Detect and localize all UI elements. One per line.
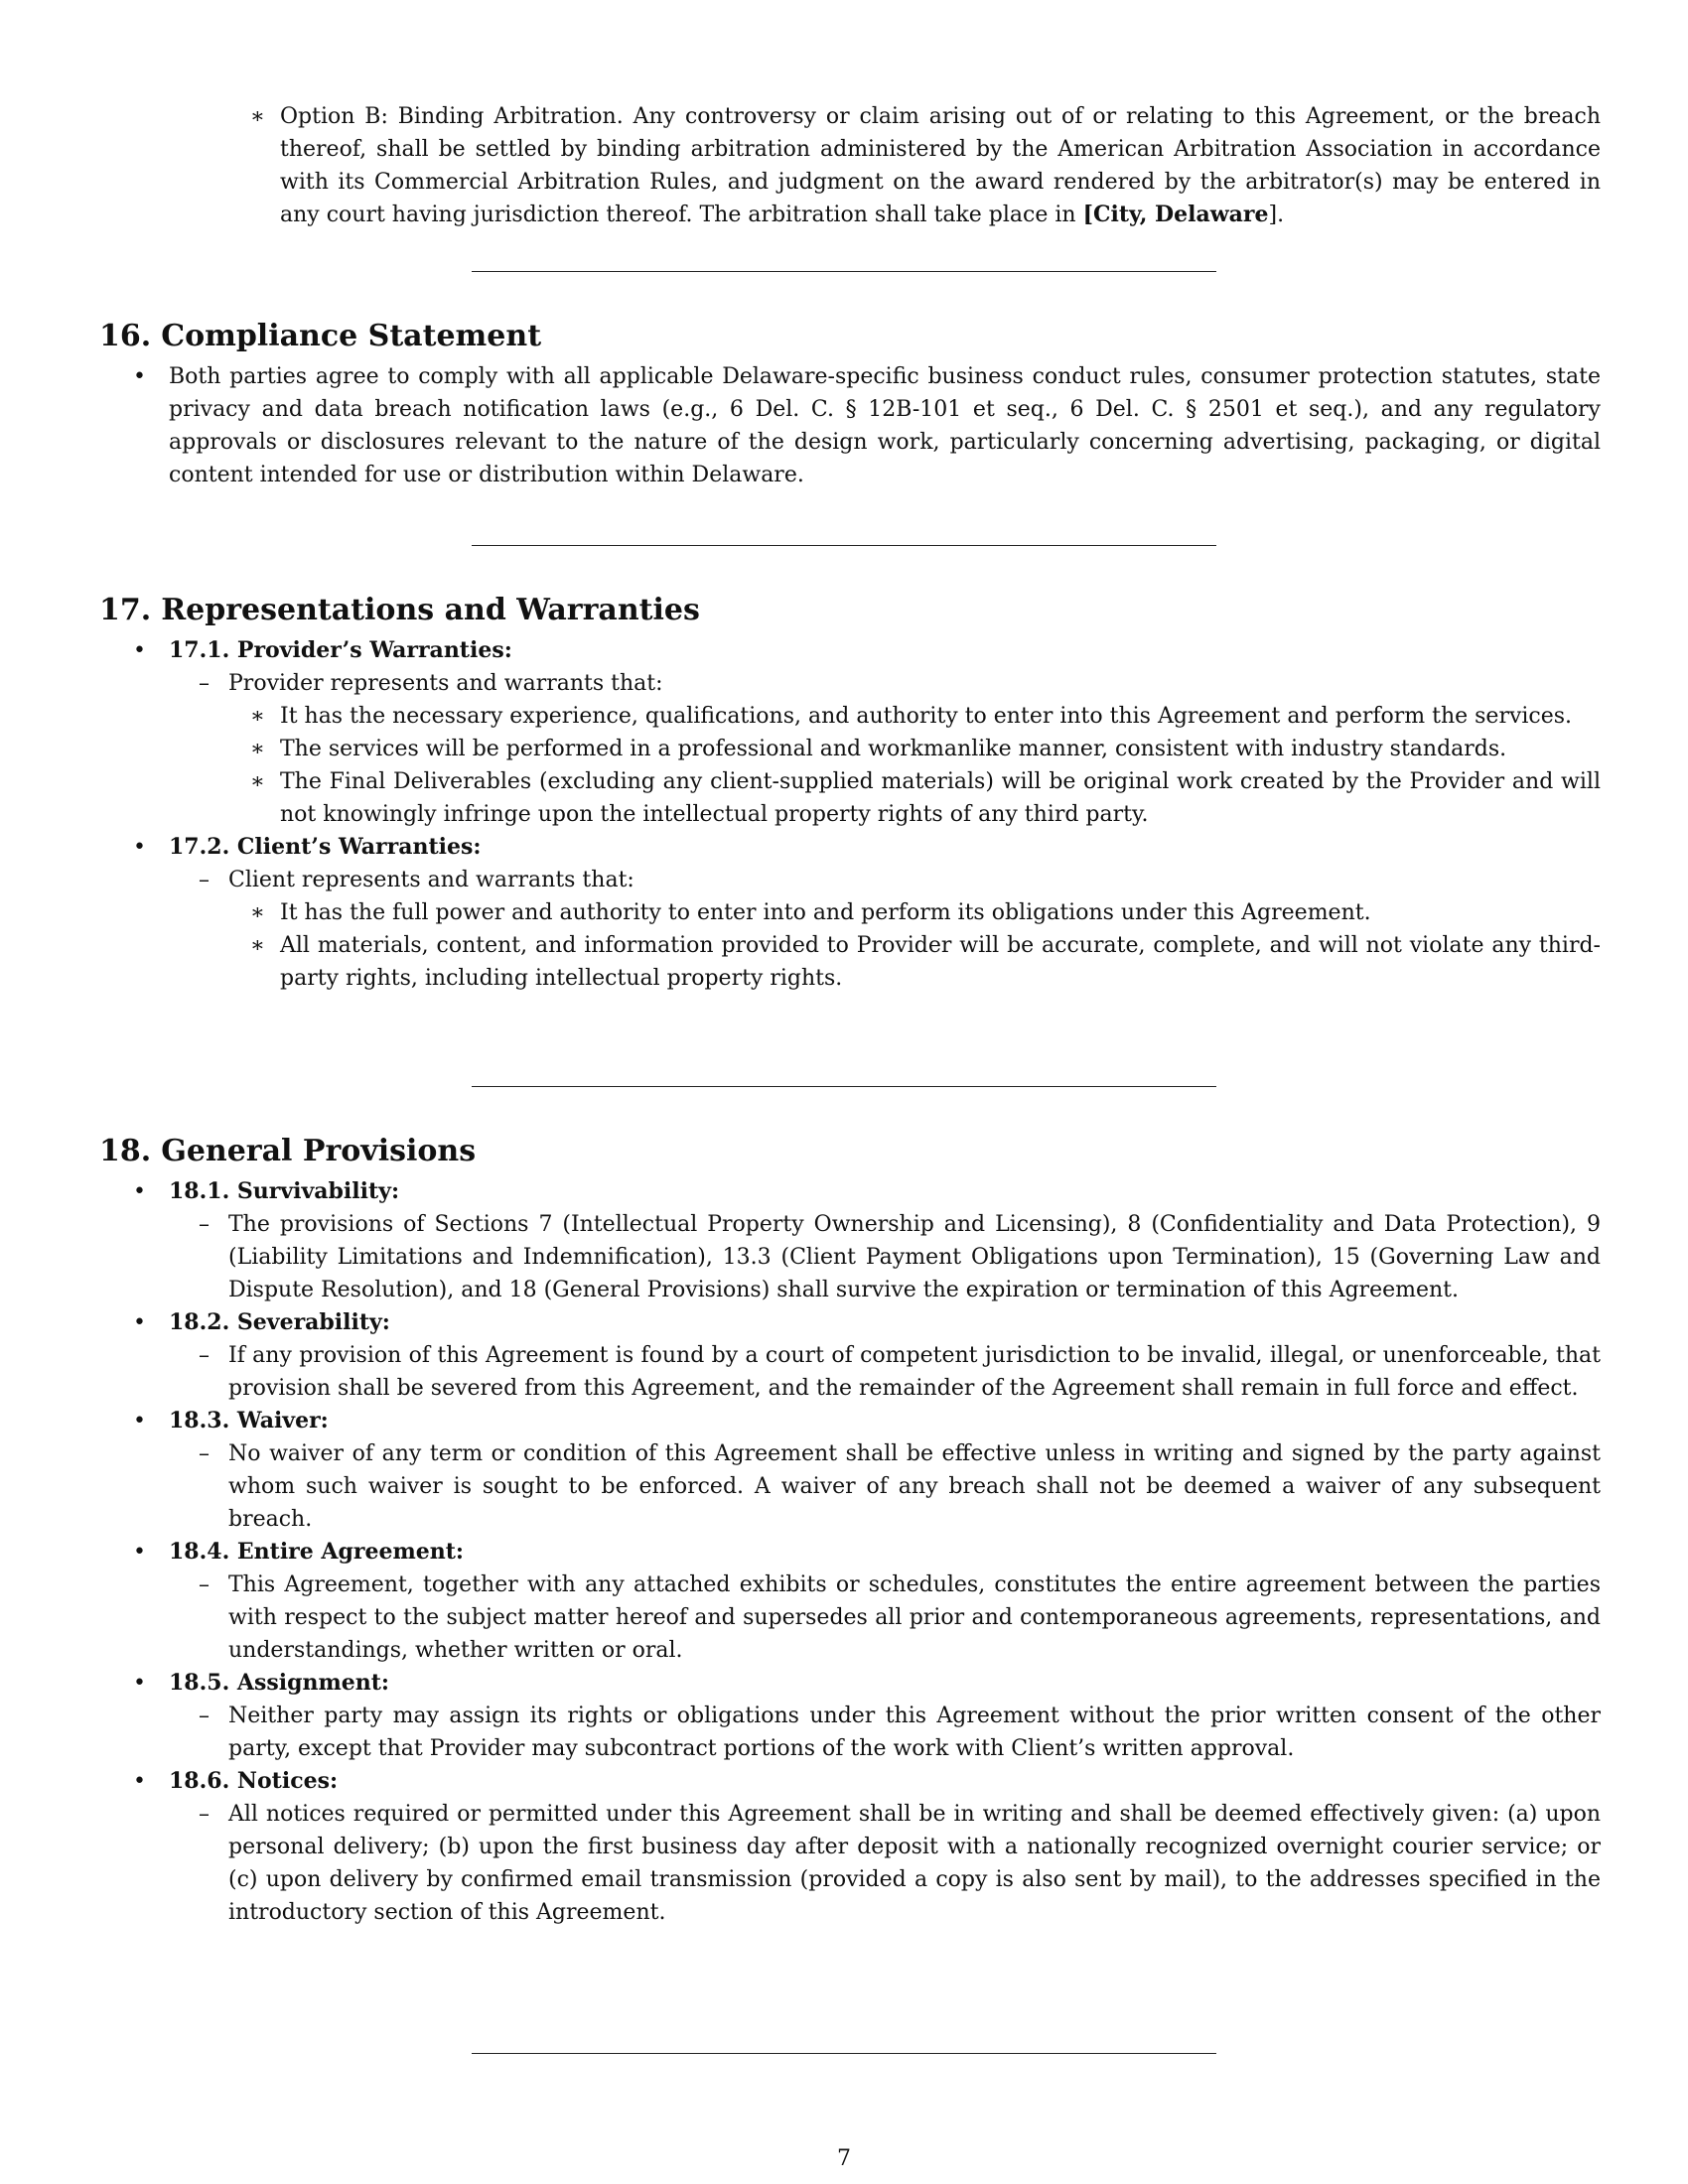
list-item [99,896,1601,929]
bracket-close: ]. [1268,203,1285,227]
subsection-heading: 18.1. Survivability: [169,1178,400,1204]
list-item [99,929,1601,995]
list-item [99,667,1601,700]
entire-agreement [99,1536,1601,1667]
bullet-icon: • [133,1540,146,1565]
section-number: 17. [99,593,152,627]
page-number: 7 [837,2146,851,2171]
dash-bullet-icon: – [199,1343,210,1368]
client-warranties [99,831,1601,995]
section-16 [99,317,1601,491]
asterisk-bullet-icon: ∗ [250,933,265,958]
section-divider [472,2053,1216,2054]
list-item [99,1339,1601,1405]
dash-bullet-icon: – [199,1572,210,1597]
provision-text: If any provision of this Agreement is found by a court of competent jurisdiction to be invalid, illegal, or unenforceable, that provision shall be severed from this Agreement, and the remainder of the Agreement shall remain in full force and effect. [228,1343,1601,1401]
warranty-point: The Final Deliverables (excluding any client-supplied materials) will be original work created by the Provider and will not knowingly infringe upon the intellectual property rights of any third party. [280,769,1601,827]
list-item [99,1569,1601,1667]
arbitration-place: City, Delaware [1093,202,1269,227]
warranty-lead: Client represents and warrants that: [228,868,634,892]
list-item [99,1208,1601,1306]
section-heading: General Provisions [161,1134,477,1168]
provision-text: No waiver of any term or condition of this Agreement shall be effective unless in writing and signed by the party against whom such waiver is sought to be enforced. A waiver of any breach shall not be deemed a waiver of any subsequent breach. [228,1441,1601,1532]
survivability [99,1175,1601,1306]
list-item [99,1798,1601,1929]
bullet-icon: • [133,1310,146,1335]
section-heading: Compliance Statement [161,319,542,353]
section-18 [99,1132,1601,1929]
warranty-point: It has the full power and authority to enter into and perform its obligations under this Agreement. [280,900,1371,925]
subsection-heading: 18.4. Entire Agreement: [169,1539,465,1565]
subsection-heading: 18.6. Notices: [169,1768,339,1794]
list-item [99,765,1601,831]
list-item [99,864,1601,896]
bullet-icon: • [133,364,146,389]
dash-bullet-icon: – [199,1441,210,1466]
section-divider [472,545,1216,546]
subsection-heading: 18.3. Waiver: [169,1408,329,1433]
list-item [99,733,1601,765]
dash-bullet-icon: – [199,1212,210,1237]
section-title [99,591,1601,630]
bullet-icon: • [133,1409,146,1433]
asterisk-bullet-icon: ∗ [250,900,265,925]
dash-bullet-icon: – [199,1802,210,1827]
provision-text: All notices required or permitted under this Agreement shall be in writing and shall be deemed effectively given: (a) upon personal delivery; (b) upon the first business day after deposit with a nationally recognized overnight courier service; or (c) upon delivery by confirmed email transmission (provided a copy is also sent by mail), to the addresses specified in the introductory section of this Agreement. [228,1802,1601,1925]
warranty-point: The services will be performed in a professional and workmanlike manner, consistent with industry standards. [280,737,1507,761]
section-title [99,317,1601,356]
assignment [99,1667,1601,1765]
section-17 [99,591,1601,995]
bullet-icon: • [133,1769,146,1794]
provision-text: This Agreement, together with any attached exhibits or schedules, constitutes the entire agreement between the parties with respect to the subject matter hereof and supersedes all prior and contemporaneous agreements, representations, and understandings, whether written or oral. [228,1572,1601,1663]
list-item [99,1437,1601,1536]
section-divider [472,1086,1216,1087]
option-b-text: Option B: Binding Arbitration. Any controversy or claim arising out of or relating to this Agreement, or the breach thereof, shall be settled by binding arbitration administered by the American Arbitration Association in accordance with its Commercial Arbitration Rules, and judgment on the award rendered by the arbitrator(s) may be entered in any court having jurisdiction thereof. The arbitration shall take place in [280,104,1601,227]
section-heading: Representations and Warranties [161,593,700,627]
waiver [99,1405,1601,1536]
provision-text: Neither party may assign its rights or obligations under this Agreement without the prior written consent of the other party, except that Provider may subcontract portions of the work with Client’s written approval. [228,1704,1601,1761]
subsection-heading: 18.5. Assignment: [169,1670,390,1696]
dash-bullet-icon: – [199,868,210,892]
asterisk-bullet-icon: ∗ [250,737,265,761]
subsection-heading: 18.2. Severability: [169,1309,390,1335]
list-item [99,700,1601,733]
bullet-icon: • [133,638,146,663]
asterisk-bullet-icon: ∗ [250,769,265,794]
bracket-open: [ [1082,202,1093,227]
compliance-text: Both parties agree to comply with all applicable Delaware-specific business conduct rules, consumer protection statutes, state privacy and data breach notification laws (e.g., 6 Del. C. § 12B-101 et seq., 6 Del. C. § 2501 et seq.), and any regulatory approvals or disclosures relevant to the nature of the design work, particularly concerning advertising, packaging, or digital content intended for use or distribution within Delaware. [169,364,1601,487]
list-item [99,360,1601,491]
provider-warranties [99,634,1601,831]
subsection-heading: 17.1. Provider’s Warranties: [169,637,512,663]
arbitration-option-b [250,100,1601,231]
section-divider [472,271,1216,272]
bullet-icon: • [133,835,146,860]
section-number: 16. [99,319,152,353]
bullet-icon: • [133,1671,146,1696]
warranty-lead: Provider represents and warrants that: [228,671,663,696]
list-item [99,1700,1601,1765]
warranty-point: All materials, content, and information provided to Provider will be accurate, complete, and will not violate any third-party rights, including intellectual property rights. [280,933,1601,991]
severability [99,1306,1601,1405]
asterisk-bullet-icon: ∗ [250,104,265,129]
notices [99,1765,1601,1929]
provision-text: The provisions of Sections 7 (Intellectual Property Ownership and Licensing), 8 (Confidentiality and Data Protection), 9 (Liability Limitations and Indemnification), 13.3 (Client Payment Obligations upon Termination), 15 (Governing Law and Dispute Resolution), and 18 (General Provisions) shall survive the expiration or termination of this Agreement. [228,1212,1601,1302]
asterisk-bullet-icon: ∗ [250,704,265,729]
warranty-point: It has the necessary experience, qualifications, and authority to enter into this Agreement and perform the services. [280,704,1573,729]
dash-bullet-icon: – [199,671,210,696]
dash-bullet-icon: – [199,1704,210,1728]
bullet-icon: • [133,1179,146,1204]
list-item [250,100,1601,231]
section-number: 18. [99,1134,152,1168]
subsection-heading: 17.2. Client’s Warranties: [169,834,482,860]
section-title [99,1132,1601,1171]
